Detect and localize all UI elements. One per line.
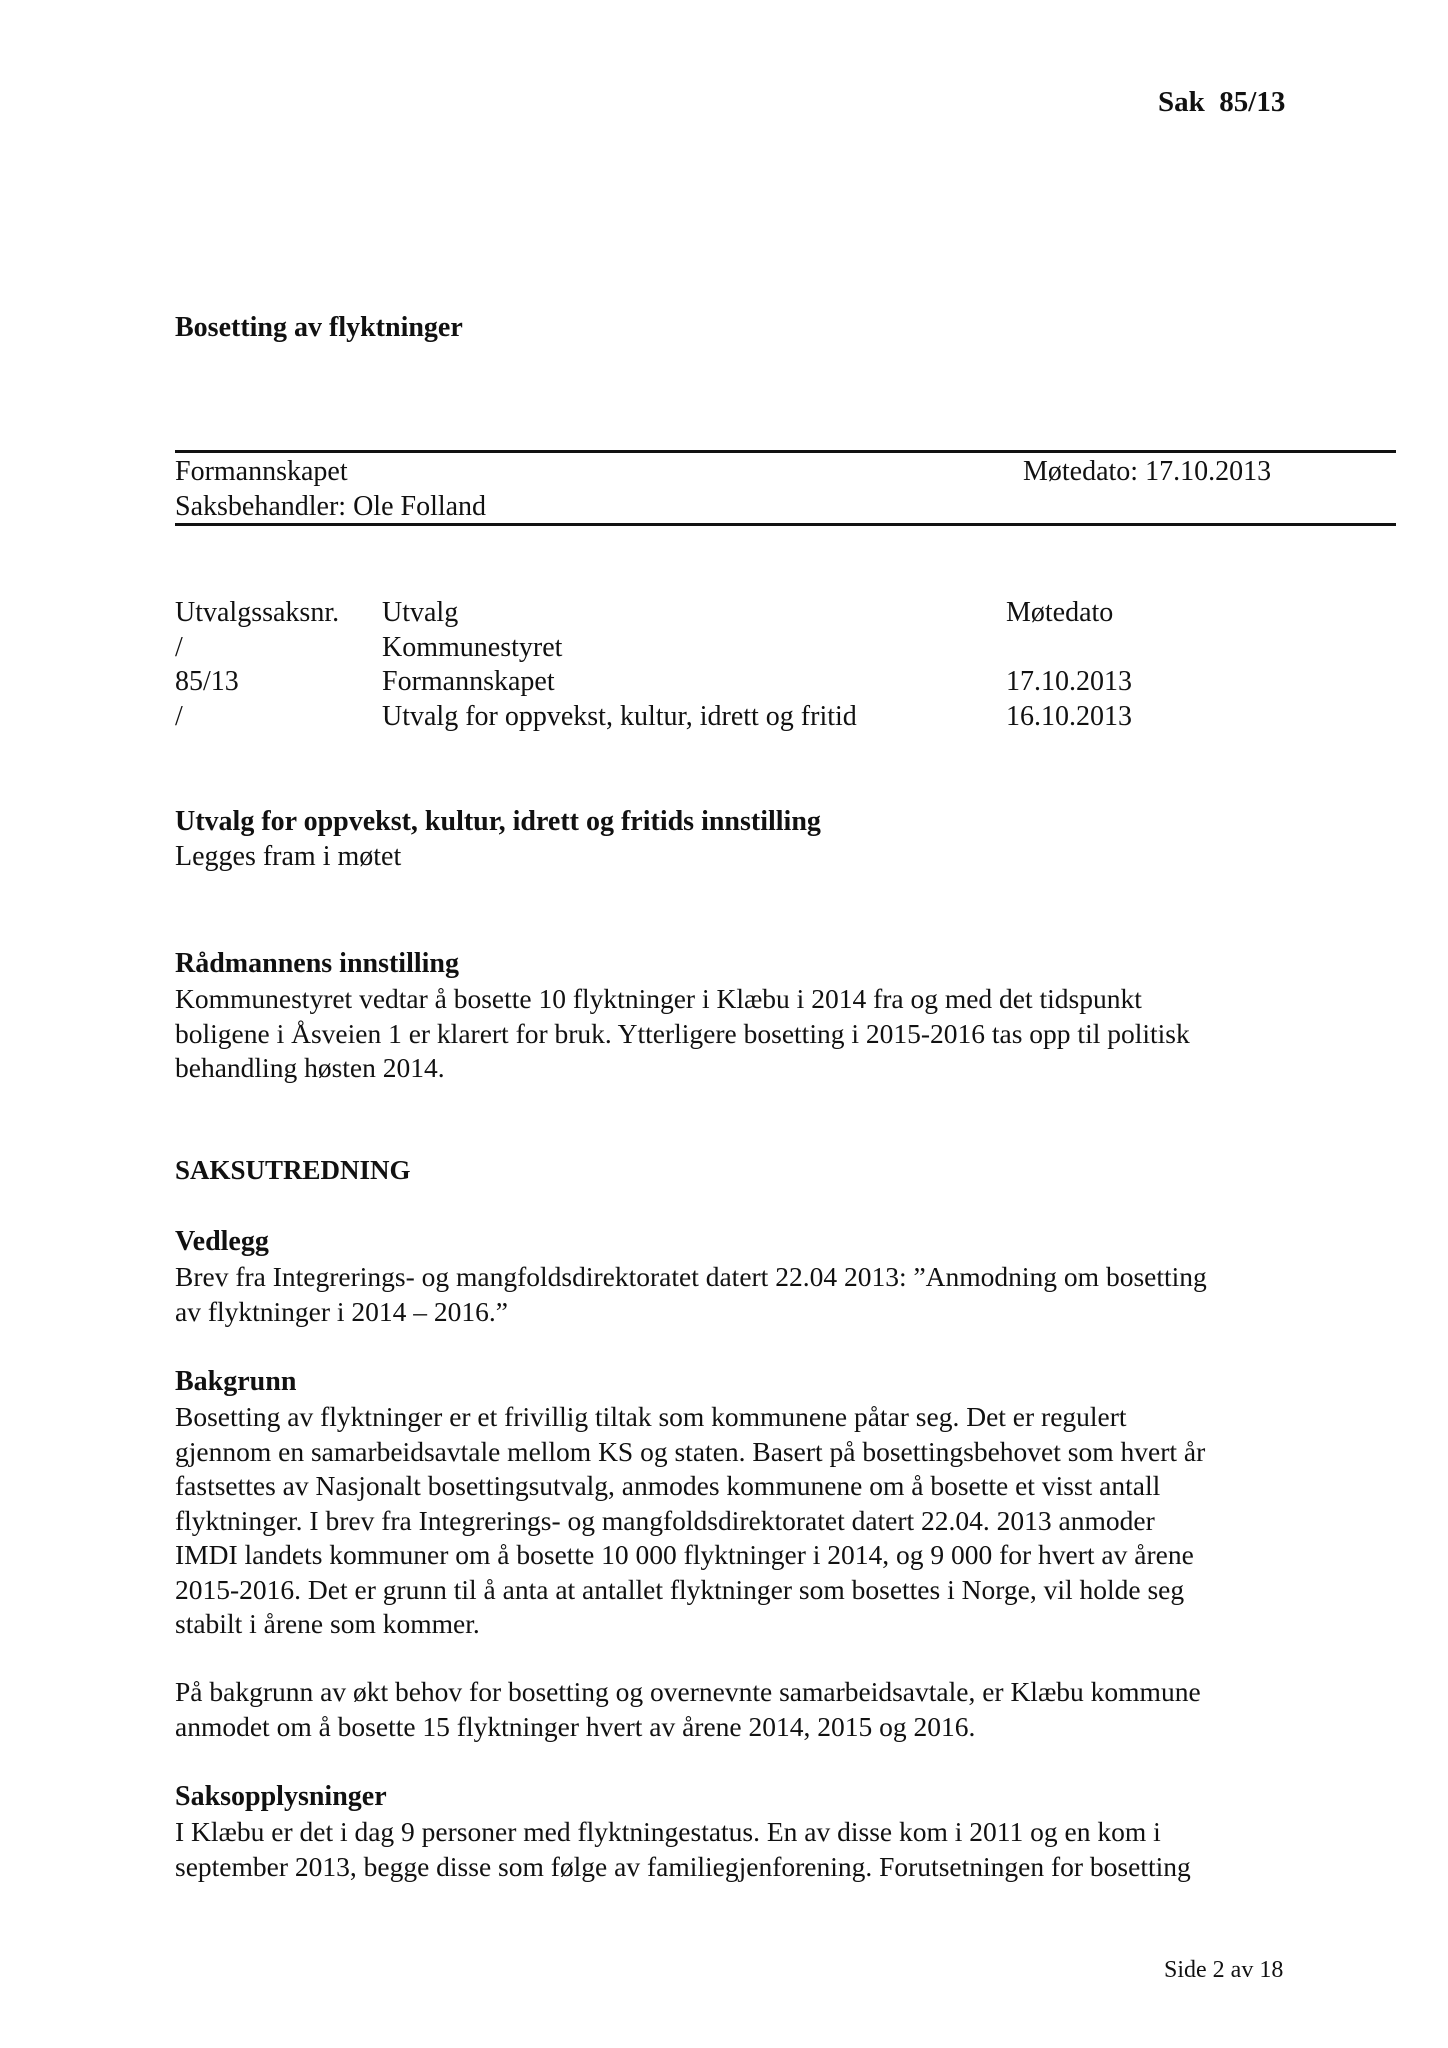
text-line: I Klæbu er det i dag 9 personer med flyktningestatus. En av disse kom i 2011 og en kom i — [175, 1816, 1161, 1847]
table-cell: 16.10.2013 — [1006, 701, 1132, 732]
bottom-rule — [175, 523, 1396, 526]
text-line: Kommunestyret vedtar å bosette 10 flyktninger i Klæbu i 2014 fra og med det tidspunkt — [175, 983, 1142, 1014]
text-line: av flyktninger i 2014 – 2016.” — [175, 1295, 508, 1327]
committee-recommendation-text: Legges fram i møtet — [175, 841, 402, 872]
radmann-recommendation-text — [175, 982, 1295, 1086]
text-line: På bakgrunn av økt behov for bosetting og overnevnte samarbeidsavtale, er Klæbu kommune — [175, 1676, 1201, 1707]
background-heading: Bakgrunn — [175, 1366, 297, 1397]
text-line: behandling høsten 2014. — [175, 1052, 445, 1083]
text-line: gjennom en samarbeidsavtale mellom KS og staten. Basert på bosettingsbehovet som hvert år — [175, 1435, 1206, 1467]
text-line: boligene i Åsveien 1 er klarert for bruk. Ytterligere bosetting i 2015-2016 tas opp til politisk — [175, 1017, 1190, 1049]
text-line: flyktninger. I brev fra Integrerings- og mangfoldsdirektoratet datert 22.04. 2013 anmoder — [175, 1504, 1155, 1536]
background-paragraph-2 — [175, 1675, 1295, 1744]
table-cell: 17.10.2013 — [1006, 666, 1132, 697]
text-line: IMDI landets kommuner om å bosette 10 000 flyktninger i 2014, og 9 000 for hvert av årene — [175, 1539, 1194, 1570]
table-header-committee: Utvalg — [382, 597, 459, 628]
table-cell: 85/13 — [175, 666, 239, 697]
text-line: anmodet om å bosette 15 flyktninger hvert av årene 2014, 2015 og 2016. — [175, 1710, 976, 1742]
section-title: SAKSUTREDNING — [175, 1155, 411, 1185]
text-line: 2015-2016. Det er grunn til å anta at antallet flyktninger som bosettes i Norge, vil holde seg — [175, 1573, 1185, 1605]
case-info-heading: Saksopplysninger — [175, 1781, 387, 1812]
text-line: september 2013, begge disse som følge av familiegjenforening. Forutsetningen for bosetting — [175, 1850, 1191, 1882]
top-rule — [175, 450, 1396, 453]
committee-recommendation-heading: Utvalg for oppvekst, kultur, idrett og fritids innstilling — [175, 806, 821, 837]
text-line: Brev fra Integrerings- og mangfoldsdirektoratet datert 22.04 2013: ”Anmodning om bosetting — [175, 1261, 1207, 1292]
table-cell: Utvalg for oppvekst, kultur, idrett og fritid — [382, 701, 857, 732]
text-line: stabilt i årene som kommer. — [175, 1608, 480, 1639]
attachments-text — [175, 1260, 1295, 1329]
attachments-heading: Vedlegg — [175, 1226, 269, 1257]
table-header-case: Utvalgssaksnr. — [175, 597, 340, 628]
radmann-recommendation-heading: Rådmannens innstilling — [175, 948, 459, 979]
table-cell: / — [175, 701, 183, 732]
document-title: Bosetting av flyktninger — [175, 312, 463, 343]
page-number: Side 2 av 18 — [1164, 1957, 1284, 1983]
table-cell: / — [175, 632, 183, 663]
committee-label: Formannskapet — [175, 456, 348, 487]
table-header-date: Møtedato — [1006, 597, 1114, 628]
case-officer: Saksbehandler: Ole Folland — [175, 491, 487, 522]
case-info-text — [175, 1815, 1295, 1884]
text-line: Bosetting av flyktninger er et frivillig tiltak som kommunene påtar seg. Det er regulert — [175, 1401, 1127, 1432]
meeting-date: Møtedato: 17.10.2013 — [1023, 456, 1272, 487]
case-number: Sak 85/13 — [1158, 86, 1286, 118]
text-line: fastsettes av Nasjonalt bosettingsutvalg, anmodes kommunene om å bosette et visst antall — [175, 1470, 1161, 1501]
background-paragraph-1 — [175, 1400, 1295, 1642]
table-cell: Kommunestyret — [382, 632, 563, 663]
table-cell: Formannskapet — [382, 666, 555, 697]
